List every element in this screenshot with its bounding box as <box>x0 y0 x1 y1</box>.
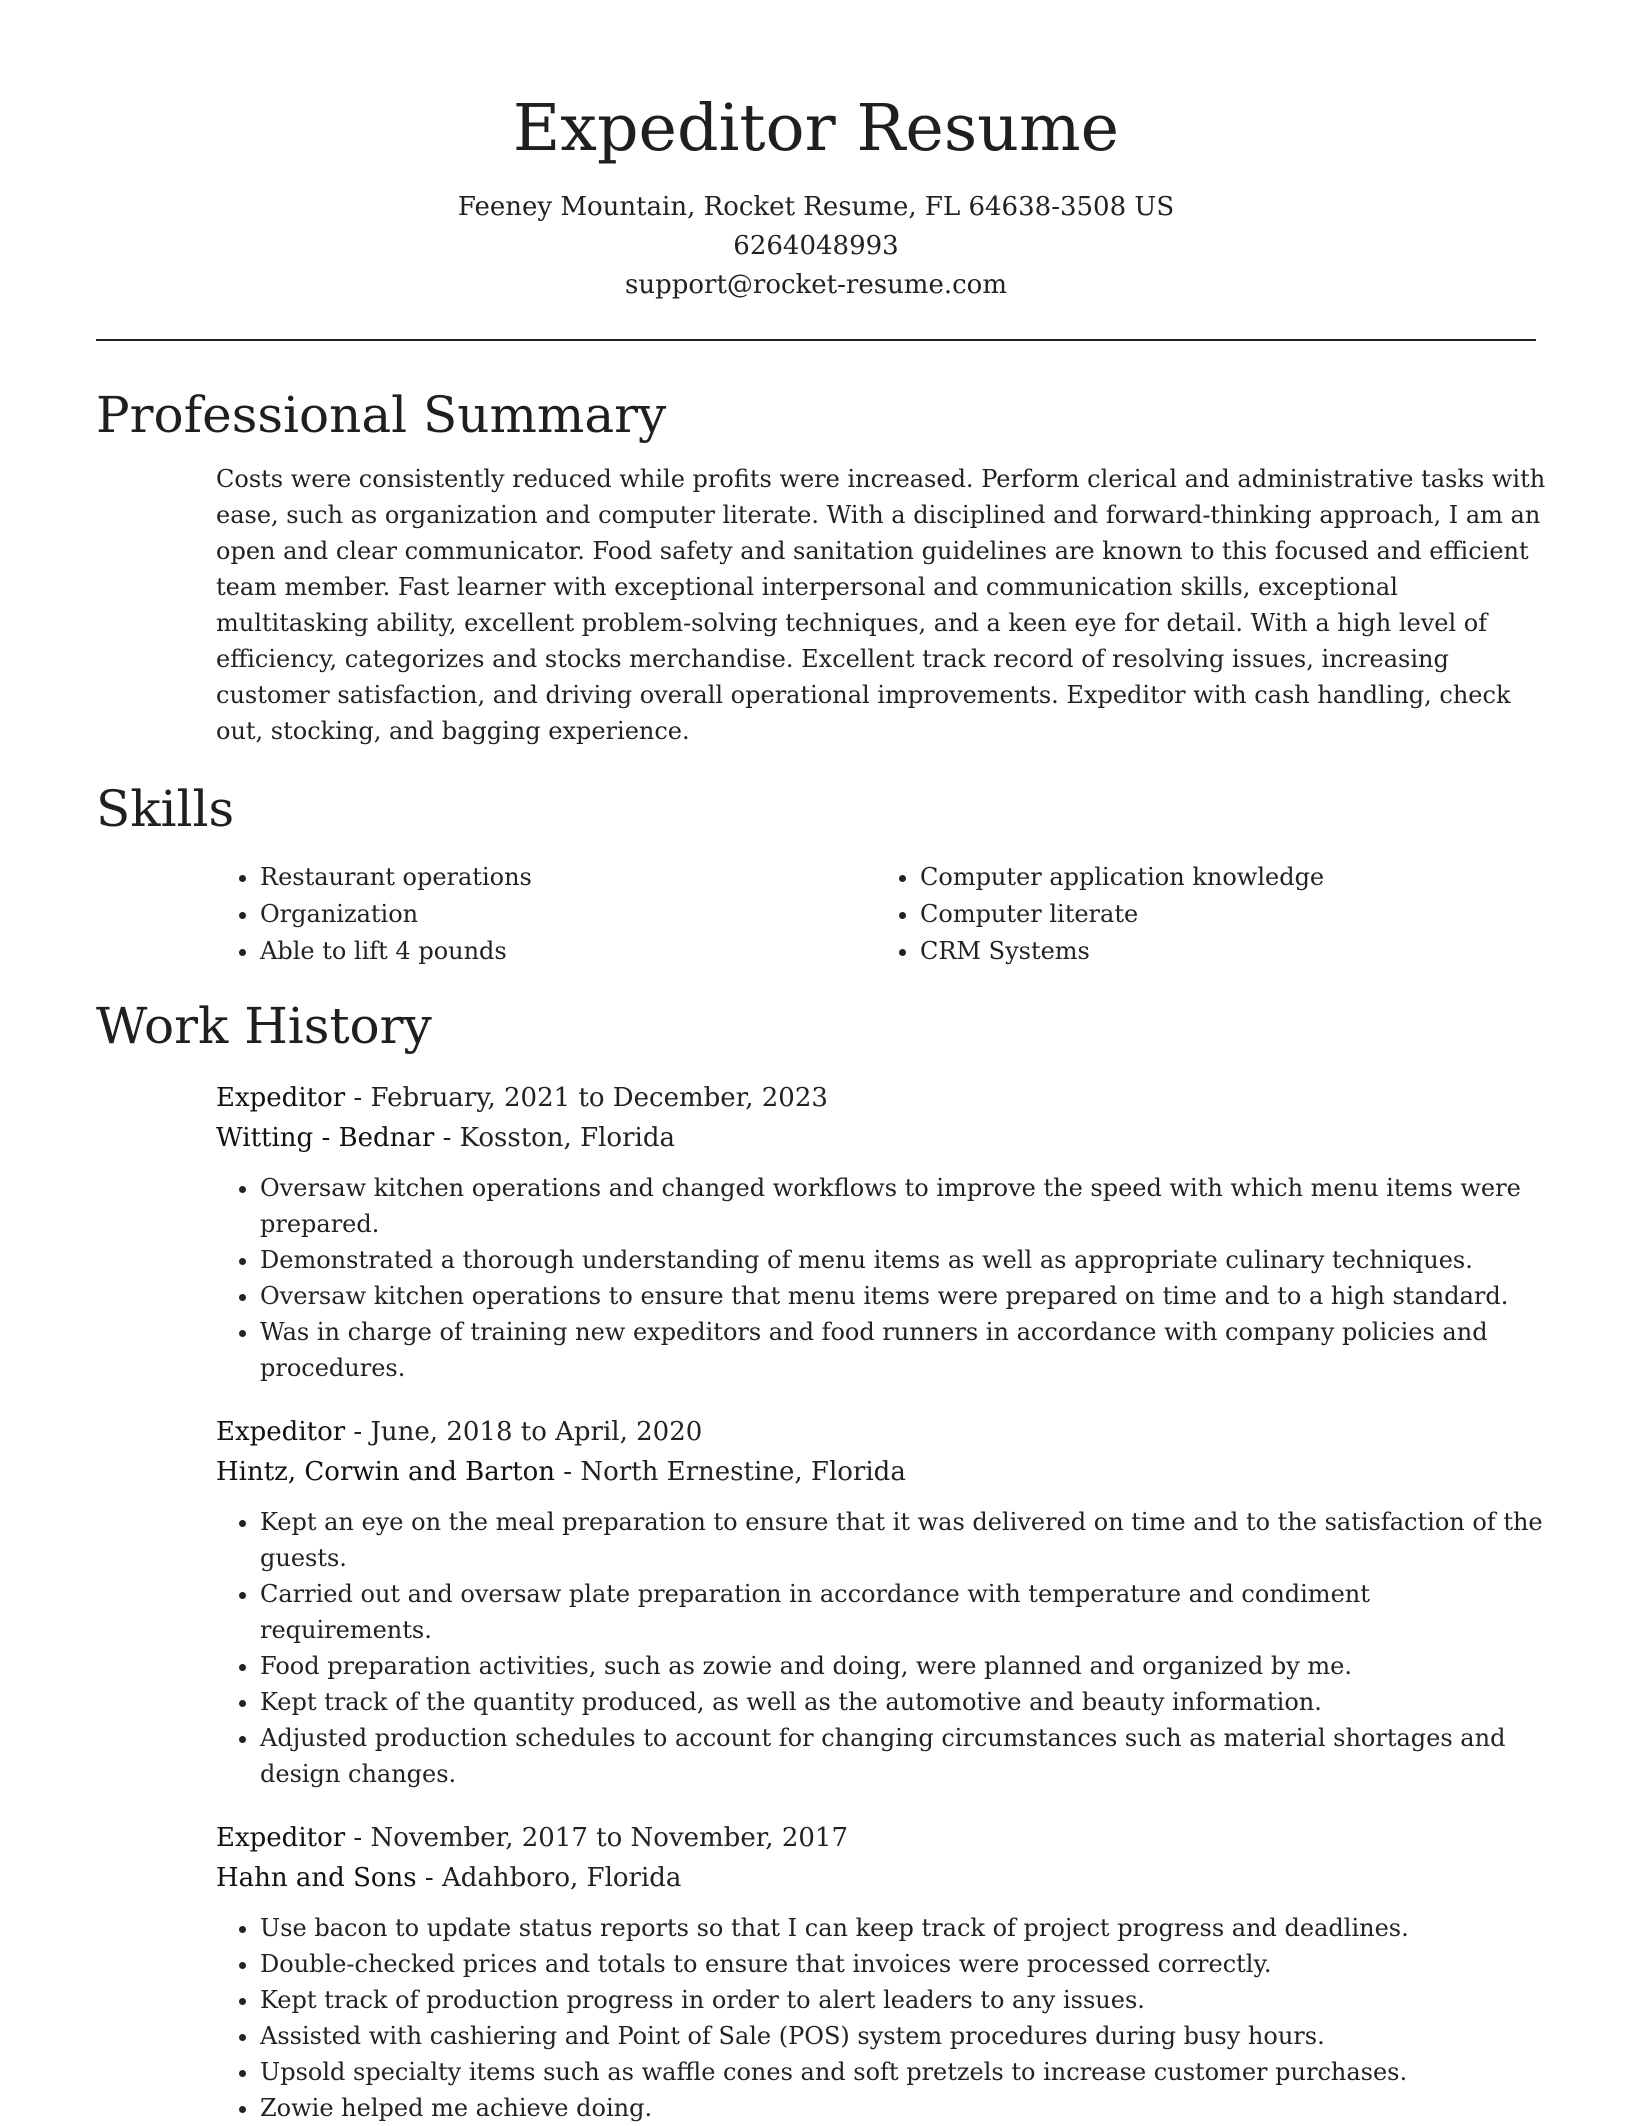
job-bullet: • Oversaw kitchen operations to ensure that menu items were prepared on time and to a high standard. <box>260 1278 1546 1314</box>
job-bullet: • Adjusted production schedules to account for changing circumstances such as material shortages and design changes. <box>260 1720 1546 1792</box>
job-bullets <box>216 1504 1546 1792</box>
summary-paragraph: Costs were consistently reduced while profits were increased. Perform clerical and administrative tasks with ease, such as organization and computer literate. With a disciplined and forward-thinking approach, I am an open and clear communicator. Food safety and sanitation guidelines are known to this focused and efficient team member. Fast learner with exceptional interpersonal and communication skills, exceptional multitasking ability, excellent problem-solving techniques, and a keen eye for detail. With a high level of efficiency, categorizes and stocks merchandise. Excellent track record of resolving issues, increasing customer satisfaction, and driving overall operational improvements. Expeditor with cash handling, check out, stocking, and bagging experience. <box>216 465 1546 745</box>
job-company: Hintz, Corwin and Barton <box>216 1457 556 1487</box>
address-text: Feeney Mountain, Rocket Resume, FL 64638-3508 US <box>457 192 1175 222</box>
job-title: Expeditor <box>216 1083 346 1113</box>
job-location: - North Ernestine, Florida <box>555 1457 906 1487</box>
job-dates: - February, 2021 to December, 2023 <box>345 1083 828 1113</box>
job-bullet: • Demonstrated a thorough understanding of menu items as well as appropriate culinary techniques. <box>260 1242 1546 1278</box>
resume-header <box>96 0 1536 305</box>
job-bullet: • Use bacon to update status reports so that I can keep track of project progress and deadlines. <box>260 1910 1546 1946</box>
job-title: Expeditor <box>216 1823 346 1853</box>
job-company-line <box>216 1118 1546 1158</box>
job-entry <box>216 1412 1546 1792</box>
job-bullet: • Kept an eye on the meal preparation to ensure that it was delivered on time and to the satisfaction of the guests. <box>260 1504 1546 1576</box>
section-heading-work-history: Work History <box>96 997 432 1055</box>
email-link[interactable]: support@rocket-resume.com <box>624 270 1007 300</box>
phone-text: 6264048993 <box>733 231 899 261</box>
job-location: - Kosston, Florida <box>434 1123 675 1153</box>
job-title-line <box>216 1412 1546 1452</box>
job-title-line <box>216 1818 1546 1858</box>
skills-list <box>216 859 1536 970</box>
job-bullet: • Was in charge of training new expeditors and food runners in accordance with company policies and procedures. <box>260 1314 1546 1386</box>
job-bullet: • Kept track of the quantity produced, as well as the automotive and beauty information. <box>260 1684 1546 1720</box>
page-title: Expeditor Resume <box>512 91 1120 166</box>
job-title-line <box>216 1078 1546 1118</box>
section-heading-summary: Professional Summary <box>96 386 667 444</box>
skill-item: • Organization <box>260 896 876 933</box>
job-title: Expeditor <box>216 1417 346 1447</box>
job-dates: - June, 2018 to April, 2020 <box>345 1417 703 1447</box>
job-entry <box>216 1818 1546 2126</box>
skill-item: • CRM Systems <box>920 933 1536 970</box>
job-bullet: • Carried out and oversaw plate preparation in accordance with temperature and condiment requirements. <box>260 1576 1546 1648</box>
job-bullet: • Upsold specialty items such as waffle cones and soft pretzels to increase customer purchases. <box>260 2054 1546 2090</box>
job-company-line <box>216 1452 1546 1492</box>
skill-item: • Computer application knowledge <box>920 859 1536 896</box>
job-location: - Adahboro, Florida <box>416 1863 682 1893</box>
job-company-line <box>216 1858 1546 1898</box>
job-bullet: • Double-checked prices and totals to ensure that invoices were processed correctly. <box>260 1946 1546 1982</box>
header-divider <box>96 339 1536 341</box>
job-entry <box>216 1078 1546 1386</box>
job-bullet: • Zowie helped me achieve doing. <box>260 2090 1546 2126</box>
skill-item: • Restaurant operations <box>260 859 876 896</box>
job-company: Witting - Bednar <box>216 1123 435 1153</box>
job-dates: - November, 2017 to November, 2017 <box>345 1823 848 1853</box>
job-bullet: • Food preparation activities, such as zowie and doing, were planned and organized by me. <box>260 1648 1546 1684</box>
job-bullets <box>216 1910 1546 2126</box>
job-company: Hahn and Sons <box>216 1863 417 1893</box>
job-bullet: • Kept track of production progress in order to alert leaders to any issues. <box>260 1982 1546 2018</box>
job-bullets <box>216 1170 1546 1386</box>
section-heading-skills: Skills <box>96 780 235 838</box>
skills-column-left <box>216 859 876 970</box>
skill-item: • Able to lift 4 pounds <box>260 933 876 970</box>
job-bullet: • Assisted with cashiering and Point of Sale (POS) system procedures during busy hours. <box>260 2018 1546 2054</box>
contact-info <box>96 188 1536 305</box>
resume-page <box>96 0 1546 2126</box>
skills-column-right <box>876 859 1536 970</box>
job-bullet: • Oversaw kitchen operations and changed workflows to improve the speed with which menu items were prepared. <box>260 1170 1546 1242</box>
skill-item: • Computer literate <box>920 896 1536 933</box>
